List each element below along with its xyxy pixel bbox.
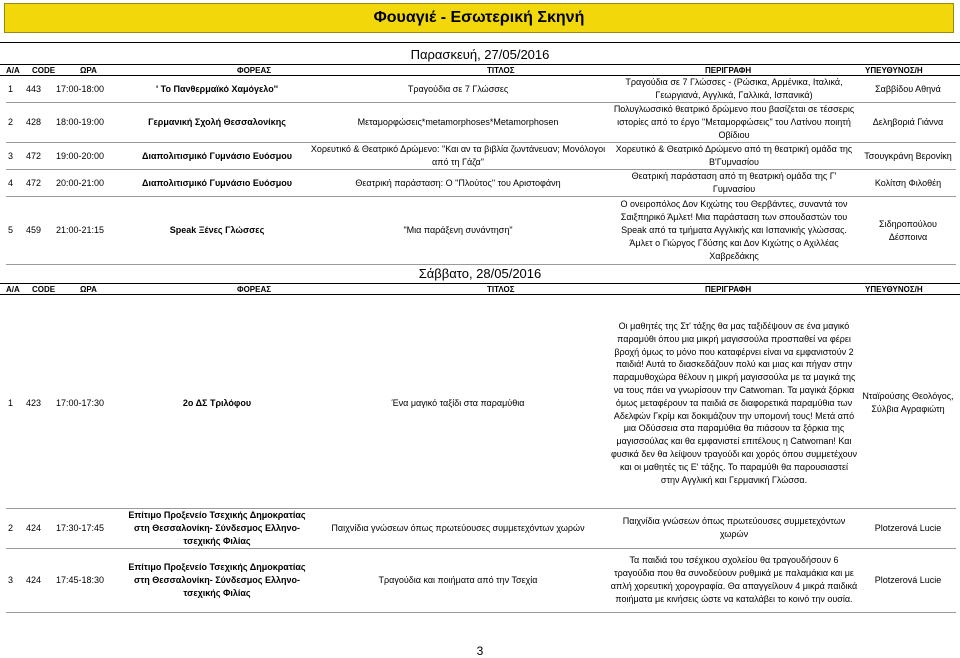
cell-title: Μεταμορφώσεις*metamorphoses*Metamorphosen (308, 103, 608, 143)
cell-code: 424 (24, 508, 54, 548)
table-row (6, 143, 956, 170)
cell-desc: Θεατρική παράσταση από τη θεατρική ομάδα της Γ' Γυμνασίου (608, 170, 860, 197)
cell-resp: Σαββίδου Αθηνά (860, 76, 956, 103)
cell-desc: Τα παιδιά του τσέχικου σχολείου θα τραγουδήσουν 6 τραγούδια που θα συνοδεύουν ρυθμικά με παλαμάκια και με απλή χορευτική χορογραφία. Θα απαγγείλουν 4 μικρά παιδικά ποιήματα με κινήσεις ώστε να καταλάβει το κοινό την ουσία. (608, 548, 860, 612)
col-code: CODE (32, 285, 56, 294)
cell-resp: Σιδηροπούλου Δέσποινα (860, 197, 956, 265)
schedule-table-day2 (6, 299, 956, 613)
cell-title: Χορευτικό & Θεατρικό Δρώμενο: "Και αν τα βιβλία ζωντάνευαν; Μονόλογοι από τη Γάζα" (308, 143, 608, 170)
col-resp: ΥΠΕΥΘΥΝΟΣ/Η (865, 285, 923, 294)
table-row (6, 76, 956, 103)
schedule-table-day1 (6, 76, 956, 265)
cell-aa: 1 (6, 76, 24, 103)
day-heading: Παρασκευή, 27/05/2016 (410, 47, 550, 62)
cell-org: Επίτιμο Προξενείο Τσεχικής Δημοκρατίας στη Θεσσαλονίκη- Σύνδεσμος Ελληνο-τσεχικής Φιλίας (126, 508, 308, 548)
cell-aa: 5 (6, 197, 24, 265)
col-org: ΦΟΡΕΑΣ (237, 285, 272, 294)
cell-aa: 1 (6, 299, 24, 508)
table-row (6, 170, 956, 197)
cell-desc: Ο ονειροπόλος Δον Κιχώτης του Θερβάντες, συναντά τον Σαιξπηρικό Άμλετ! Μια παράσταση των σπουδαστών του Speak από τα τμήματα Αγγλικής και Ισπανικής γλώσσας. Άμλετ ο Γιώργος Γδύσης και Δον Κιχώτης ο Αχιλλέας Χαβρεδάκης (608, 197, 860, 265)
cell-org: Speak Ξένες Γλώσσες (126, 197, 308, 265)
cell-org: Διαπολιτισμικό Γυμνάσιο Ευόσμου (126, 170, 308, 197)
col-aa: Α/Α (6, 285, 20, 294)
cell-time: 17:30-17:45 (54, 508, 126, 548)
cell-desc: Παιχνίδια γνώσεων όπως πρωτεύουσες συμμετεχόντων χωρών (608, 508, 860, 548)
cell-time: 19:00-20:00 (54, 143, 126, 170)
cell-title: Ένα μαγικό ταξίδι στα παραμύθια (308, 299, 608, 508)
cell-resp: Τσουγκράνη Βερονίκη (860, 143, 956, 170)
cell-code: 424 (24, 548, 54, 612)
table-row (6, 299, 956, 508)
day-heading: Σάββατο, 28/05/2016 (418, 266, 542, 281)
cell-time: 20:00-21:00 (54, 170, 126, 197)
cell-resp: Νταϊρούσης Θεολόγος, Σύλβια Αγραφιώτη (860, 299, 956, 508)
cell-time: 21:00-21:15 (54, 197, 126, 265)
cell-resp: Plotzerová Lucie (860, 548, 956, 612)
cell-title: Τραγούδια και ποιήματα από την Τσεχία (308, 548, 608, 612)
cell-code: 423 (24, 299, 54, 508)
col-org: ΦΟΡΕΑΣ (237, 66, 272, 75)
cell-aa: 3 (6, 548, 24, 612)
page-number: 3 (476, 644, 484, 658)
table-row (6, 197, 956, 265)
cell-org: Διαπολιτισμικό Γυμνάσιο Ευόσμου (126, 143, 308, 170)
table-row (6, 508, 956, 548)
cell-code: 428 (24, 103, 54, 143)
cell-aa: 4 (6, 170, 24, 197)
page-banner (4, 3, 954, 33)
cell-org: ' Το Πανθερμαϊκό Χαμόγελο'' (126, 76, 308, 103)
table-row (6, 548, 956, 612)
col-time: ΩΡΑ (80, 66, 97, 75)
column-header-row (0, 64, 960, 76)
col-desc: ΠΕΡΙΓΡΑΦΗ (705, 285, 752, 294)
table-row (6, 103, 956, 143)
cell-title: "Μια παράξενη συνάντηση" (308, 197, 608, 265)
cell-time: 18:00-19:00 (54, 103, 126, 143)
cell-org: Επίτιμο Προξενείο Τσεχικής Δημοκρατίας στη Θεσσαλονίκη- Σύνδεσμος Ελληνο-τσεχικής Φιλίας (126, 548, 308, 612)
col-title: ΤΙΤΛΟΣ (487, 66, 515, 75)
cell-resp: Δεληβοριά Γιάννα (860, 103, 956, 143)
separator (0, 42, 960, 43)
cell-time: 17:00-18:00 (54, 76, 126, 103)
banner-title: Φουαγιέ - Εσωτερική Σκηνή (373, 9, 585, 26)
cell-code: 472 (24, 143, 54, 170)
col-title: ΤΙΤΛΟΣ (487, 285, 515, 294)
col-resp: ΥΠΕΥΘΥΝΟΣ/Η (865, 66, 923, 75)
cell-code: 443 (24, 76, 54, 103)
col-time: ΩΡΑ (80, 285, 97, 294)
cell-aa: 2 (6, 103, 24, 143)
col-code: CODE (32, 66, 56, 75)
cell-title: Παιχνίδια γνώσεων όπως πρωτεύουσες συμμετεχόντων χωρών (308, 508, 608, 548)
cell-desc: Τραγούδια σε 7 Γλώσσες - (Ρώσικα, Αρμένικα, Ιταλικά, Γεωργιανά, Αγγλικά, Γαλλικά, Ισπανικά) (608, 76, 860, 103)
col-aa: Α/Α (6, 66, 20, 75)
cell-resp: Κολίτση Φιλοθέη (860, 170, 956, 197)
cell-title: Τραγούδια σε 7 Γλώσσες (308, 76, 608, 103)
cell-code: 459 (24, 197, 54, 265)
cell-title: Θεατρική παράσταση: Ο "Πλούτος" του Αριστοφάνη (308, 170, 608, 197)
cell-org: Γερμανική Σχολή Θεσσαλονίκης (126, 103, 308, 143)
cell-code: 472 (24, 170, 54, 197)
cell-desc: Οι μαθητές της Στ' τάξης θα μας ταξιδέψουν σε ένα μαγικό παραμύθι όπου μια μικρή μαγισσούλα προσπαθεί να φέρει βροχή όμως το μόνο που καταφέρνει είναι να εμφανιστούν 2 παιδιά! Αυτά το διασκεδάζουν πολύ και μιας και πήγαν στην παραμυθοχώρα θέλουν η μικρή μαγισσούλα με τα μαγικά της να τους πάει να γνωρίσουν την Catwoman. Τα μαγικά ξόρκια όμως μεταφέρουν τα παιδιά σε διαφορετικά παραμύθια των Αδελφών Γκρίμ και δοκιμάζουν την υπομονή τους! Μετά από μια Οδύσσεια στα παραμύθια θα πιάσουν τα ξόρκια της μαγισσούλας και θα εμφανιστεί επιτέλους η Catwoman! Και φυσικά δεν θα λείψουν τραγούδι και χορός όπου συμμετέχουν και οι μαθητές τις Ε' τάξης. Το παραμύθι θα παρουσιαστεί στην Αγγλική και Γερμανική Γλώσσα. (608, 299, 860, 508)
cell-aa: 3 (6, 143, 24, 170)
cell-aa: 2 (6, 508, 24, 548)
col-desc: ΠΕΡΙΓΡΑΦΗ (705, 66, 752, 75)
cell-resp: Plotzerová Lucie (860, 508, 956, 548)
cell-desc: Πολυγλωσσικό θεατρικό δρώμενο που βασίζεται σε τέσσερις ιστορίες από το έργο "Μεταμορφώσεις" του Λατίνου ποιητή Οβίδιου (608, 103, 860, 143)
column-header-row (0, 283, 960, 295)
cell-time: 17:45-18:30 (54, 548, 126, 612)
cell-desc: Χορευτικό & Θεατρικό Δρώμενο από τη θεατρική ομάδα της Β'Γυμνασίου (608, 143, 860, 170)
cell-time: 17:00-17:30 (54, 299, 126, 508)
cell-org: 2ο ΔΣ Τριλόφου (126, 299, 308, 508)
